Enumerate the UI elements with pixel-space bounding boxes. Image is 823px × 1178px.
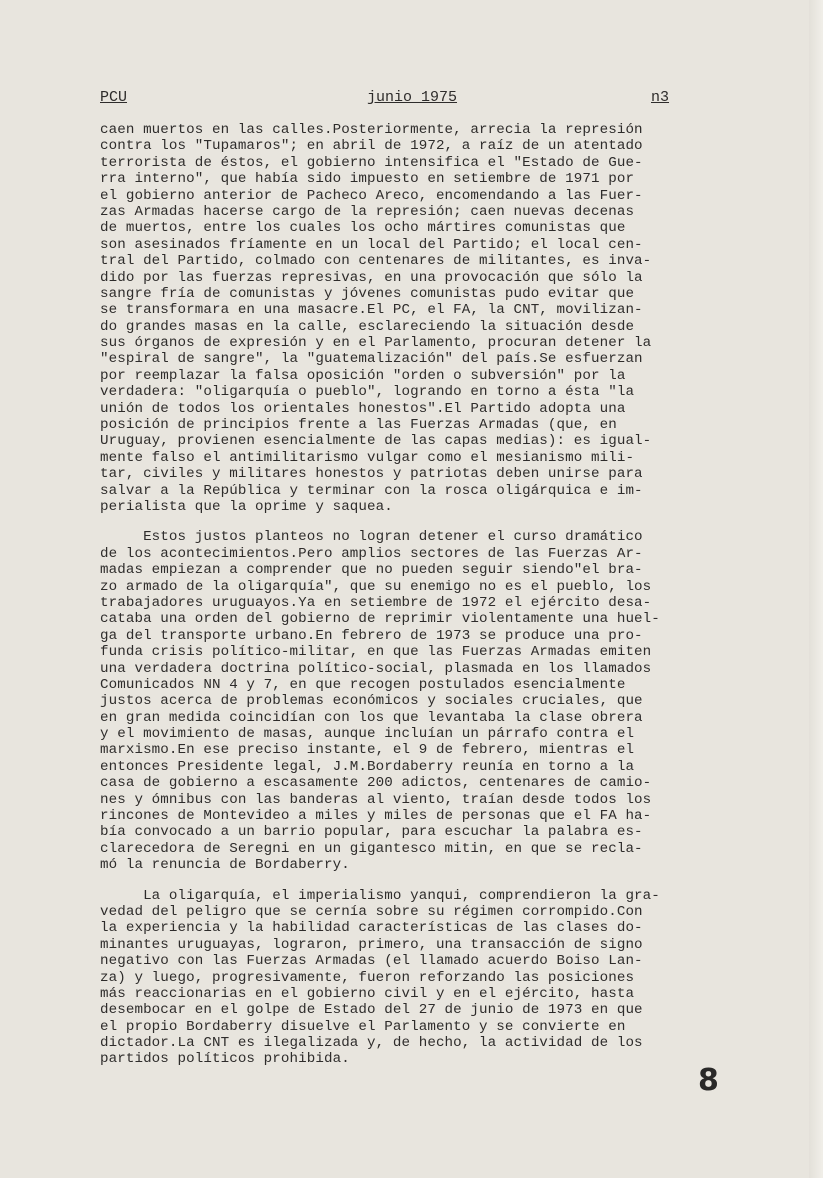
text-line: contra los "Tupamaros"; en abril de 1972, a raíz de un atentado bbox=[100, 138, 643, 155]
text-line: mó la renuncia de Bordaberry. bbox=[100, 857, 350, 874]
page-number: 8 bbox=[698, 1063, 719, 1098]
text-line: rincones de Montevideo a miles y miles de personas que el FA ha- bbox=[100, 808, 652, 825]
text-line: Estos justos planteos no logran detener el curso dramático bbox=[100, 529, 643, 546]
text-line: Uruguay, provienen esencialmente de las capas medias): es igual- bbox=[100, 433, 652, 450]
header-issue-number: n3 bbox=[651, 89, 670, 106]
text-line: mente falso el antimilitarismo vulgar como el mesianismo mili- bbox=[100, 449, 635, 466]
text-line: negativo con las Fuerzas Armadas (el llamado acuerdo Boiso Lan- bbox=[100, 953, 643, 970]
text-line: casa de gobierno a escasamente 200 adictos, centenares de camio- bbox=[100, 775, 652, 792]
text-line: trabajadores uruguayos.Ya en setiembre de 1972 el ejército desa- bbox=[100, 594, 652, 611]
paragraph-gap bbox=[100, 515, 760, 529]
text-line: partidos políticos prohibida. bbox=[100, 1051, 350, 1068]
text-line: rra interno", que había sido impuesto en setiembre de 1971 por bbox=[100, 171, 635, 188]
text-line: sus órganos de expresión y en el Parlamento, procuran detener la bbox=[100, 335, 652, 352]
text-line: en gran medida coincidían con los que levantaba la clase obrera bbox=[100, 709, 643, 726]
text-line: madas empiezan a comprender que no pueden seguir siendo"el bra- bbox=[100, 562, 643, 579]
text-line: do grandes masas en la calle, esclareciendo la situación desde bbox=[100, 318, 635, 335]
text-line: justos acerca de problemas económicos y sociales cruciales, que bbox=[100, 693, 643, 710]
text-line: se transformara en una masacre.El PC, el FA, la CNT, movilizan- bbox=[100, 302, 643, 319]
text-line: minantes uruguayas, lograron, primero, una transacción de signo bbox=[100, 936, 643, 953]
text-line: vedad del peligro que se cernía sobre su régimen corrompido.Con bbox=[100, 903, 643, 920]
text-line: terrorista de éstos, el gobierno intensifica el "Estado de Gue- bbox=[100, 154, 643, 171]
text-line: cataba una orden del gobierno de reprimir violentamente una huel- bbox=[100, 611, 660, 628]
text-line: za) y luego, progresivamente, fueron reforzando las posiciones bbox=[100, 969, 635, 986]
text-line: salvar a la República y terminar con la rosca oligárquica e im- bbox=[100, 482, 643, 499]
text-line: unión de todos los orientales honestos".El Partido adopta una bbox=[100, 400, 626, 417]
paragraph-gap bbox=[100, 874, 760, 888]
text-line: tral del Partido, colmado con centenares de militantes, es inva- bbox=[100, 253, 652, 270]
text-line: perialista que la oprime y saquea. bbox=[100, 498, 393, 515]
text-line: sangre fría de comunistas y jóvenes comunistas pudo evitar que bbox=[100, 285, 635, 302]
text-line: ga del transporte urbano.En febrero de 1973 se produce una pro- bbox=[100, 627, 643, 644]
page-header bbox=[100, 89, 680, 111]
header-publication: PCU bbox=[100, 89, 128, 106]
text-line: funda crisis político-militar, en que las Fuerzas Armadas emiten bbox=[100, 644, 652, 661]
text-line: entonces Presidente legal, J.M.Bordaberry reunía en torno a la bbox=[100, 758, 635, 775]
paragraph bbox=[100, 529, 760, 873]
text-line: marxismo.En ese preciso instante, el 9 de febrero, mientras el bbox=[100, 742, 635, 759]
text-line: zo armado de la oligarquía", que su enemigo no es el pueblo, los bbox=[100, 578, 652, 595]
text-line: La oligarquía, el imperialismo yanqui, comprendieron la gra- bbox=[100, 887, 660, 904]
text-line: desembocar en el golpe de Estado del 27 de junio de 1973 en que bbox=[100, 1002, 643, 1019]
header-date: junio 1975 bbox=[367, 89, 458, 106]
text-line: más reaccionarias en el gobierno civil y en el ejército, hasta bbox=[100, 985, 635, 1002]
text-line: dictador.La CNT es ilegalizada y, de hecho, la actividad de los bbox=[100, 1035, 643, 1052]
text-line: por reemplazar la falsa oposición "orden o subversión" por la bbox=[100, 367, 626, 384]
page-edge bbox=[809, 0, 823, 1178]
text-line: tar, civiles y militares honestos y patriotas deben unirse para bbox=[100, 466, 643, 483]
text-line: y el movimiento de masas, aunque incluían un párrafo contra el bbox=[100, 726, 635, 743]
text-line: nes y ómnibus con las banderas al viento, traían desde todos los bbox=[100, 791, 652, 808]
text-line: bía convocado a un barrio popular, para escuchar la palabra es- bbox=[100, 824, 643, 841]
text-line: son asesinados fríamente en un local del Partido; el local cen- bbox=[100, 236, 643, 253]
text-line: posición de principios frente a las Fuerzas Armadas (que, en bbox=[100, 417, 617, 434]
text-line: de los acontecimientos.Pero amplios sectores de las Fuerzas Ar- bbox=[100, 545, 643, 562]
paragraph bbox=[100, 122, 760, 515]
text-line: una verdadera doctrina político-social, plasmada en los llamados bbox=[100, 660, 652, 677]
text-line: caen muertos en las calles.Posteriormente, arrecia la represión bbox=[100, 122, 643, 138]
paragraph bbox=[100, 888, 760, 1068]
text-line: de muertos, entre los cuales los ocho mártires comunistas que bbox=[100, 220, 626, 237]
text-line: verdadera: "oligarquía o pueblo", logrando en torno a ésta "la bbox=[100, 384, 635, 401]
text-line: el propio Bordaberry disuelve el Parlamento y se convierte en bbox=[100, 1018, 626, 1035]
text-line: "espiral de sangre", la "guatemalización" del país.Se esfuerzan bbox=[100, 351, 643, 368]
text-line: Comunicados NN 4 y 7, en que recogen postulados esencialmente bbox=[100, 676, 626, 693]
text-line: zas Armadas hacerse cargo de la represión; caen nuevas decenas bbox=[100, 203, 635, 220]
document-body bbox=[100, 122, 760, 1068]
text-line: clarecedora de Seregni en un gigantesco mitin, en que se recla- bbox=[100, 840, 643, 857]
text-line: dido por las fuerzas represivas, en una provocación que sólo la bbox=[100, 269, 643, 286]
text-line: el gobierno anterior de Pacheco Areco, encomendando a las Fuer- bbox=[100, 187, 643, 204]
text-line: la experiencia y la habilidad características de las clases do- bbox=[100, 920, 643, 937]
